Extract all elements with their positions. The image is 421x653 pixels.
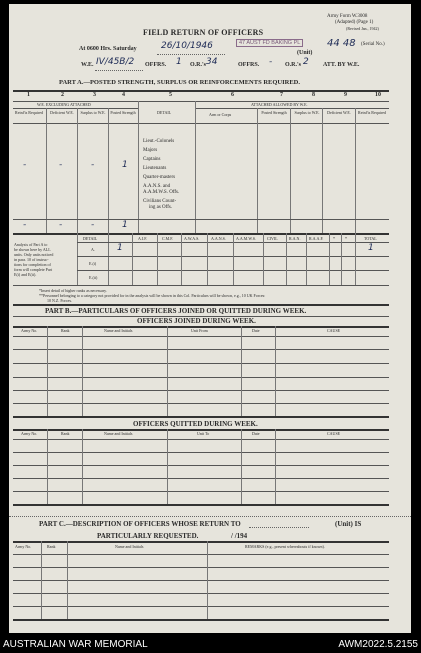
ors-label: O.R.'s [190,62,207,68]
ors2-label: O.R.'s [285,62,302,68]
analysis-col-aamws: A.A.M.W.S. [236,236,256,241]
analysis-text-5: tions for completion of [14,262,51,267]
analysis-col-aans: A.A.N.S. [211,236,226,241]
footer-source: AUSTRALIAN WAR MEMORIAL [3,639,148,650]
detail-lieutenants: Lieutenants [143,166,167,171]
footer-accession: AWM2022.5.2155 [338,639,418,650]
col-att-deficient: Deficient W.E. [327,110,351,115]
col-att-posted: Posted Strength [261,110,287,115]
analysis-col-star2: * [345,236,347,241]
col-number-7: 7 [280,92,283,98]
analysis-col-cmf: C.M.F. [162,236,174,241]
we-value: IV/45B/2 [96,57,135,67]
analysis-hw-total: 1 [368,243,374,253]
col-number-2: 2 [61,92,64,98]
detail-lieut-colonels: Lieut.-Colonels [143,139,175,144]
part-c-heading-1: PART C.—DESCRIPTION OF OFFICERS WHOSE RETURN TO [39,520,241,528]
analysis-col-aif: A.I.F. [138,236,148,241]
offrs2-value: - [269,57,273,67]
at-time-label: At 0600 Hrs. Saturday [79,46,137,52]
col-detail: DETAIL [157,110,172,115]
detail-civilians: Civilians Count- [143,199,177,204]
joined-heading: OFFICERS JOINED DURING WEEK. [137,317,256,325]
c-col-rank: Rank [47,544,56,549]
footer-bar [0,636,421,653]
joined-col-unit-from: Unit From [191,328,208,333]
detail-majors: Majors [143,148,158,153]
note-insert-detail: *Insert detail of higher ranks as necessary. [39,288,107,293]
date-value: 26/10/1946 [161,41,213,51]
group-attached-allowed: ATTACHED ALLOWED BY W.E. [251,102,308,107]
joined-col-name: Name and Initials [104,328,133,333]
col-number-10: 10 [375,92,381,98]
analysis-detail-label: DETAIL [83,236,98,241]
analysis-col-total: TOTAL [364,236,377,241]
analysis-col-star1: * [333,236,335,241]
att-label: ATT. BY W.E. [323,62,360,68]
joined-col-rank: Rank [61,328,70,333]
col-surplus: Surplus to W.E. [80,110,106,115]
col-number-6: 6 [231,92,234,98]
col-number-4: 4 [122,92,125,98]
hw-total-deficient: - [59,220,63,230]
form-page [9,4,411,633]
analysis-text-4: in para. 10 of instruc- [14,257,49,262]
ors-value: 34 [206,57,218,67]
hw-row-deficient: - [59,160,63,170]
col-number-8: 8 [312,92,315,98]
note-personnel: **Personnel belonging to a category not provided for in the analysis will be shown in this Col. Particulars will be shown, e.g., 10 UK Forces: [39,293,266,298]
unit-stamp: 47 AUST FD BAKING PL [236,39,303,47]
analysis-col-ran: R.A.N. [289,236,301,241]
col-posted-strength: Posted Strength [110,110,136,115]
part-b-heading: PART B.—PARTICULARS OF OFFICERS JOINED OR QUITTED DURING WEEK. [45,307,307,315]
detail-quarter-masters: Quarter-masters [143,175,176,180]
unit-label: (Unit) [297,50,313,56]
analysis-col-raaf: R.A.A.F. [309,236,324,241]
hw-total-posted: 1 [122,220,128,230]
analysis-text-1: Analysis of Part A to [14,242,48,247]
quitted-col-name: Name and Initials [104,431,133,436]
hw-row-surplus: - [91,160,95,170]
analysis-hw-aif: 1 [117,243,123,253]
we-label: W.E. [81,62,94,68]
part-c-unit-label: (Unit) IS [335,520,362,528]
analysis-col-civil: CIVIL [267,236,278,241]
col-number-1: 1 [27,92,30,98]
offrs-label: OFFRS. [145,62,167,68]
col-arm-corps: Arm or Corps [209,112,232,117]
c-col-remarks: REMARKS (e.g., present whereabouts if known). [245,544,325,549]
col-number-9: 9 [344,92,347,98]
analysis-text-7: E(i) and E(ii). [14,272,37,277]
c-col-name: Name and Initials [115,544,144,549]
analysis-row-e2: E.(ii) [89,275,98,280]
quitted-col-date: Date [252,431,260,436]
hw-total-reinf: - [23,220,27,230]
quitted-col-cause: CAUSE [327,431,341,436]
group-excluding-attached: W.E. EXCLUDING ATTACHED [37,102,91,107]
detail-captains: Captains [143,157,161,162]
ors2-value: 2 [303,57,309,67]
offrs2-label: OFFRS. [238,62,260,68]
hw-row-reinf: - [23,160,27,170]
hw-total-surplus: - [91,220,95,230]
form-id-line1: Army Form W.3008 [327,14,368,19]
analysis-text-3: units. Only units noticed [14,252,54,257]
detail-aamws: A.A.M.W.S. Offs. [143,190,180,195]
detail-civilians-cont: ing as Offs. [149,205,173,210]
serial-label: (Serial No.) [361,42,385,47]
col-att-surplus: Surplus to W.E. [294,110,320,115]
col-deficient: Deficient W.E. [50,110,74,115]
form-id-line2: (Adapted) (Page 1) [335,20,374,25]
form-id-line3: (Revised Jan., 1942) [346,26,379,31]
quitted-col-army-no: Army No. [21,431,38,436]
quitted-col-rank: Rank [61,431,70,436]
col-att-reinf: Reinf'ts Required [358,110,386,115]
col-number-5: 5 [169,92,172,98]
hw-row-posted: 1 [122,160,128,170]
col-reinf-required: Reinf'ts Required [15,110,43,115]
col-number-3: 3 [93,92,96,98]
detail-aans: A.A.N.S. and [143,184,171,189]
form-title: FIELD RETURN OF OFFICERS [143,28,264,37]
part-c-date: / /194 [231,532,248,540]
part-a-heading: PART A.—POSTED STRENGTH, SURPLUS OR REINFORCEMENTS REQUIRED. [59,79,300,86]
analysis-row-a: A. [91,247,95,252]
quitted-heading: OFFICERS QUITTED DURING WEEK. [133,420,258,428]
joined-col-army-no: Army No. [21,328,38,333]
joined-col-date: Date [252,328,260,333]
joined-col-cause: CAUSE [327,328,341,333]
note-nz-forces: 10 N.Z. Forces. [47,298,72,303]
c-col-army-no: Army No. [15,544,32,549]
unit-handwritten: 44 48 [327,38,356,49]
analysis-col-awas: A.W.A.S. [184,236,200,241]
offrs-value: 1 [176,57,182,67]
analysis-text-2: be shown here by ALL [14,247,51,252]
part-c-heading-2: PARTICULARLY REQUESTED. [97,532,199,540]
quitted-col-unit-to: Unit To [197,431,210,436]
analysis-row-e1: E.(i) [89,261,97,266]
analysis-text-6: form will complete Part [14,267,53,272]
